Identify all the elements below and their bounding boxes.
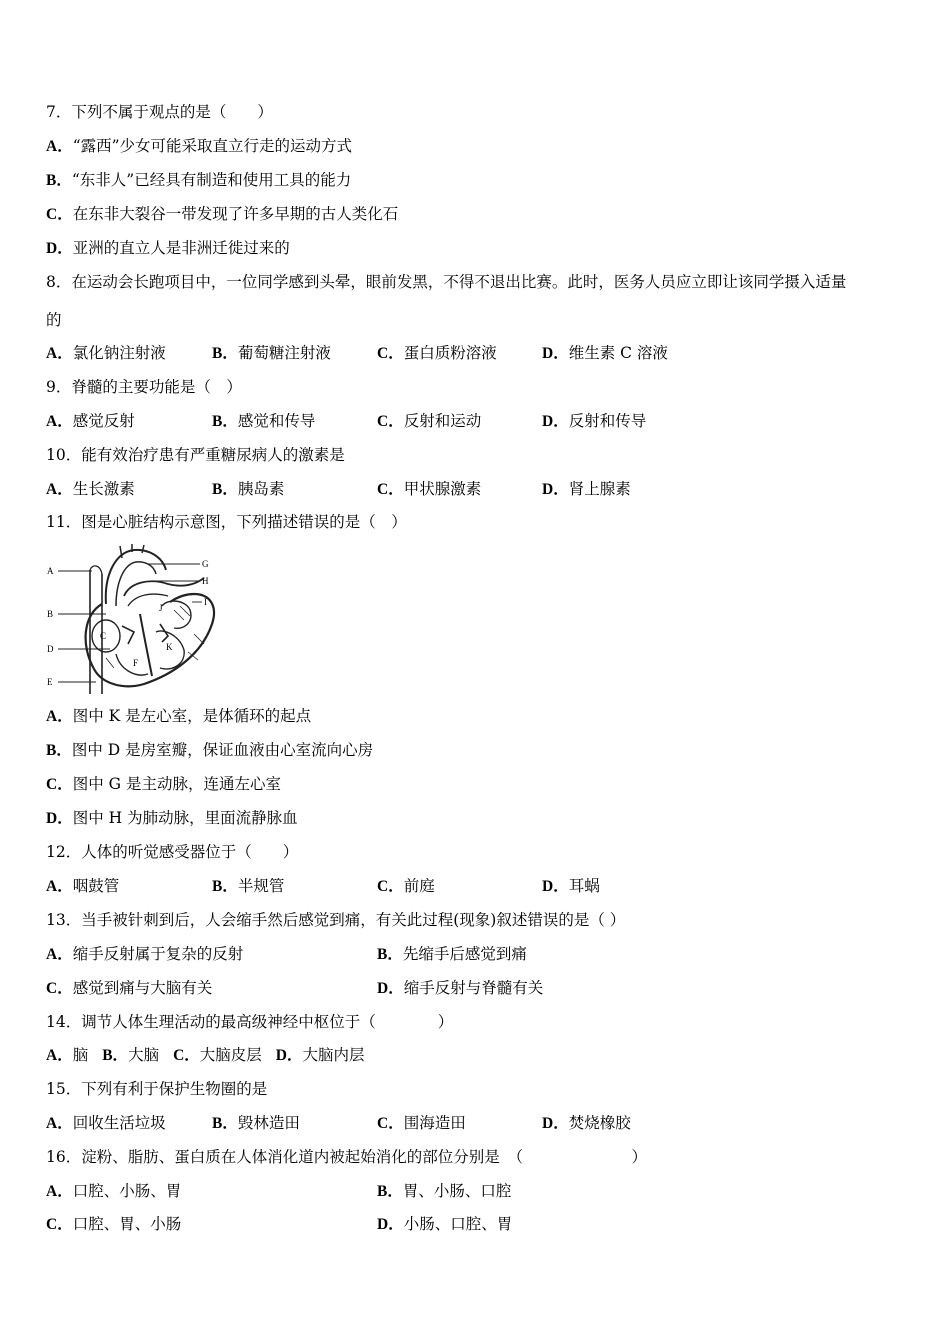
figure-label-c: C (100, 631, 107, 641)
question-7-option-c[interactable] (46, 204, 398, 225)
option-text: 图中 H 为肺动脉，里面流静脉血 (72, 809, 298, 827)
question-8-option-b[interactable]: B．葡萄糖注射液 (212, 344, 331, 362)
question-9-stem: 9．脊髓的主要功能是（ ） (46, 378, 242, 396)
figure-labels (47, 559, 209, 687)
question-11-option-b[interactable] (46, 740, 373, 761)
option-text: 亚洲的直立人是非洲迁徙过来的 (72, 239, 290, 257)
question-14-option-b[interactable]: B．大脑 (102, 1046, 160, 1064)
question-11-stem: 11．图是心脏结构示意图，下列描述错误的是（ ） (46, 513, 407, 531)
question-14-stem: 14．调节人体生理活动的最高级神经中枢位于（ ） (46, 1013, 454, 1031)
question-8-option-a[interactable]: A．氯化钠注射液 (46, 344, 166, 362)
question-9-option-c[interactable]: C．反射和运动 (377, 412, 482, 430)
option-letter: C． (46, 206, 73, 223)
question-13-option-d[interactable]: D．缩手反射与脊髓有关 (377, 979, 544, 997)
figure-label-h: H (202, 576, 209, 586)
question-13-stem: 13．当手被针刺到后，人会缩手然后感觉到痛，有关此过程(现象)叙述错误的是（ ） (46, 911, 626, 929)
figure-label-j: J (159, 603, 163, 613)
question-9-option-a[interactable]: A．感觉反射 (46, 412, 135, 430)
question-8-stem-continued: 的 (46, 311, 62, 329)
question-13-option-a[interactable]: A．缩手反射属于复杂的反射 (46, 945, 244, 963)
question-15-stem: 15．下列有利于保护生物圈的是 (46, 1080, 268, 1098)
question-16-option-a[interactable]: A．口腔、小肠、胃 (46, 1182, 182, 1200)
question-7-option-b[interactable] (46, 170, 351, 191)
question-8-option-d[interactable]: D．维生素 C 溶液 (542, 344, 668, 362)
option-text: “露西”少女可能采取直立行走的运动方式 (72, 137, 353, 155)
question-12-option-b[interactable]: B．半规管 (212, 877, 285, 895)
question-15-option-a[interactable]: A．回收生活垃圾 (46, 1114, 166, 1132)
heart-diagram (44, 544, 219, 694)
option-letter: B． (46, 172, 72, 189)
figure-label-i: I (204, 597, 207, 607)
question-12-option-a[interactable]: A．咽鼓管 (46, 877, 120, 895)
figure-label-g: G (202, 559, 209, 569)
option-letter: C． (46, 776, 73, 793)
question-16-stem: 16．淀粉、脂肪、蛋白质在人体消化道内被起始消化的部位分别是 （ ） (46, 1148, 647, 1166)
question-10-option-a[interactable]: A．生长激素 (46, 480, 135, 498)
question-10-option-d[interactable]: D．肾上腺素 (542, 480, 631, 498)
option-text: 图中 K 是左心室，是体循环的起点 (72, 707, 312, 725)
figure-label-d: D (47, 644, 54, 654)
option-letter: D． (46, 240, 73, 257)
question-7-option-d[interactable] (46, 238, 290, 259)
question-11-option-c[interactable] (46, 774, 281, 795)
question-7-stem: 7．下列不属于观点的是（ ） (46, 103, 273, 121)
question-8-option-c[interactable]: C．蛋白质粉溶液 (377, 344, 497, 362)
question-13-option-b[interactable]: B．先缩手后感觉到痛 (377, 945, 527, 963)
option-letter: A． (46, 708, 73, 725)
question-10-option-b[interactable]: B．胰岛素 (212, 480, 285, 498)
figure-label-f: F (133, 658, 139, 668)
question-15-option-b[interactable]: B．毁林造田 (212, 1114, 300, 1132)
question-11-option-a[interactable] (46, 706, 311, 727)
figure-label-e: E (47, 677, 53, 687)
question-14-option-c[interactable]: C．大脑皮层 (173, 1046, 262, 1064)
question-14-option-d[interactable]: D．大脑内层 (275, 1046, 365, 1064)
question-16-option-c[interactable]: C．口腔、胃、小肠 (46, 1215, 182, 1233)
question-10-option-c[interactable]: C．甲状腺激素 (377, 480, 482, 498)
option-letter: D． (46, 810, 73, 827)
figure-label-a: A (47, 566, 54, 576)
question-14-option-a[interactable]: A．脑 (46, 1046, 89, 1064)
question-10-stem: 10．能有效治疗患有严重糖尿病人的激素是 (46, 446, 345, 464)
question-13-option-c[interactable]: C．感觉到痛与大脑有关 (46, 979, 213, 997)
question-12-stem: 12．人体的听觉感受器位于（ ） (46, 843, 299, 861)
option-text: 图中 G 是主动脉，连通左心室 (72, 775, 281, 793)
question-15-option-c[interactable]: C．围海造田 (377, 1114, 466, 1132)
option-letter: A． (46, 138, 73, 155)
option-text: 在东非大裂谷一带发现了许多早期的古人类化石 (72, 205, 399, 223)
figure-label-b: B (47, 609, 54, 619)
question-8-stem: 8．在运动会长跑项目中，一位同学感到头晕，眼前发黑，不得不退出比赛。此时，医务人员应立即让该同学摄入适量 (46, 273, 847, 291)
question-14-options (46, 1045, 379, 1066)
heart-drawing (86, 544, 214, 694)
option-text: “东非人”已经具有制造和使用工具的能力 (71, 171, 352, 189)
figure-label-k: K (166, 642, 173, 652)
question-7-option-a[interactable] (46, 136, 352, 157)
question-12-option-c[interactable]: C．前庭 (377, 877, 435, 895)
question-16-option-d[interactable]: D．小肠、口腔、胃 (377, 1215, 513, 1233)
question-16-option-b[interactable]: B．胃、小肠、口腔 (377, 1182, 512, 1200)
question-9-option-d[interactable]: D．反射和传导 (542, 412, 647, 430)
question-15-option-d[interactable]: D．焚烧橡胶 (542, 1114, 631, 1132)
question-12-option-d[interactable]: D．耳蜗 (542, 877, 600, 895)
question-11-option-d[interactable] (46, 808, 298, 829)
option-letter: B． (46, 742, 72, 759)
question-9-option-b[interactable]: B．感觉和传导 (212, 412, 316, 430)
option-text: 图中 D 是房室瓣，保证血液由心室流向心房 (71, 741, 374, 759)
